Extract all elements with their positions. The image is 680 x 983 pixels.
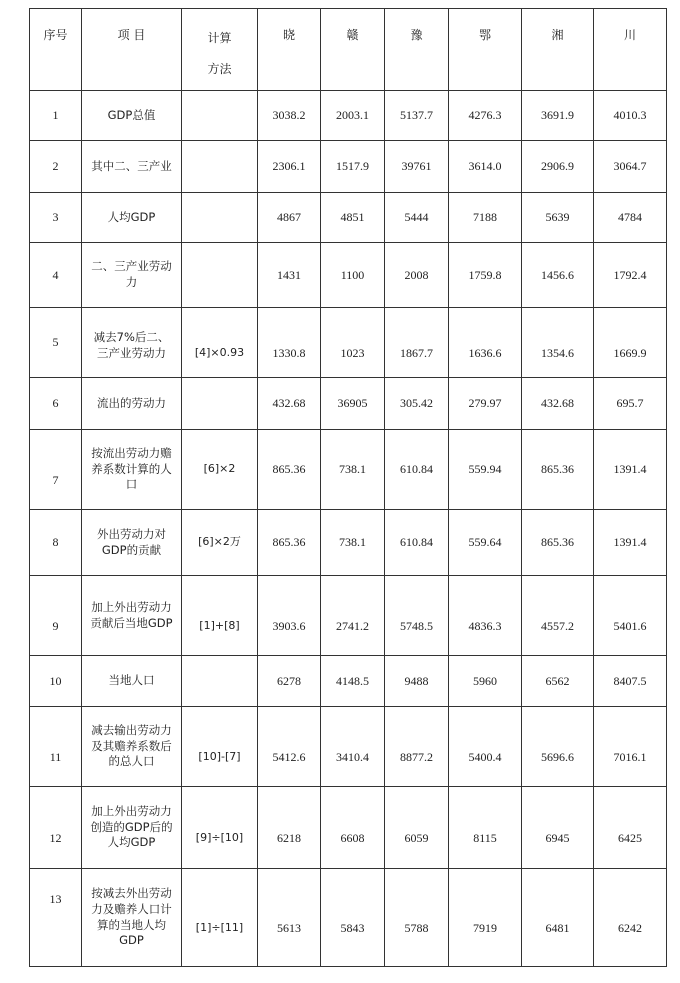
row-value: 5843 (321, 869, 385, 967)
row-value: 1354.6 (522, 308, 594, 378)
row-value: 3691.9 (522, 91, 594, 141)
row-item-line: 口 (125, 477, 138, 492)
table-row (30, 869, 667, 967)
row-item (82, 576, 182, 656)
row-value: 8407.5 (594, 656, 667, 707)
row-value: 2906.9 (522, 141, 594, 193)
row-value: 4148.5 (321, 656, 385, 707)
row-item (82, 787, 182, 869)
row-value: 4784 (594, 193, 667, 243)
row-item-line: 三产业劳动力 (97, 345, 166, 360)
row-value: 1867.7 (385, 308, 449, 378)
row-method (182, 193, 258, 243)
row-value: 738.1 (321, 430, 385, 510)
row-value: 695.7 (594, 378, 667, 430)
row-seq: 8 (30, 510, 82, 576)
row-value: 610.84 (385, 510, 449, 576)
row-value: 5137.7 (385, 91, 449, 141)
row-value: 8877.2 (385, 707, 449, 787)
row-value: 2003.1 (321, 91, 385, 141)
row-value: 6425 (594, 787, 667, 869)
header-province-gan: 赣 (321, 9, 385, 91)
row-value: 4867 (258, 193, 321, 243)
row-value: 4557.2 (522, 576, 594, 656)
row-value: 5788 (385, 869, 449, 967)
row-item-line: GDP总值 (107, 107, 156, 122)
row-item-line: 力及赡养人口计 (91, 901, 172, 916)
row-value: 610.84 (385, 430, 449, 510)
row-seq: 6 (30, 378, 82, 430)
row-value: 4836.3 (449, 576, 522, 656)
table-row (30, 308, 667, 378)
row-method: [6]×2 (182, 430, 258, 510)
row-item (82, 707, 182, 787)
row-value: 1023 (321, 308, 385, 378)
row-value: 5696.6 (522, 707, 594, 787)
row-value: 5401.6 (594, 576, 667, 656)
row-value: 5444 (385, 193, 449, 243)
table-row (30, 576, 667, 656)
row-value: 5960 (449, 656, 522, 707)
row-value: 6218 (258, 787, 321, 869)
table-row (30, 510, 667, 576)
row-value: 5400.4 (449, 707, 522, 787)
row-value: 1456.6 (522, 243, 594, 308)
row-method (182, 656, 258, 707)
row-item-line: 流出的劳动力 (97, 395, 166, 410)
row-value: 865.36 (522, 510, 594, 576)
row-method: [6]×2万 (182, 510, 258, 576)
row-item (82, 243, 182, 308)
header-row (30, 9, 667, 91)
row-value: 3903.6 (258, 576, 321, 656)
row-seq: 11 (30, 707, 82, 787)
row-value: 6481 (522, 869, 594, 967)
row-value: 2008 (385, 243, 449, 308)
row-item-line: 人均GDP (107, 209, 156, 224)
header-method-line-2: 方法 (207, 62, 232, 77)
header-province-wan: 晓 (258, 9, 321, 91)
row-value: 432.68 (522, 378, 594, 430)
row-seq: 4 (30, 243, 82, 308)
row-value: 4276.3 (449, 91, 522, 141)
row-value: 305.42 (385, 378, 449, 430)
row-item (82, 308, 182, 378)
row-item-line: 力 (125, 275, 138, 289)
row-seq: 10 (30, 656, 82, 707)
row-value: 1391.4 (594, 430, 667, 510)
table-row (30, 193, 667, 243)
row-item-line: 外出劳动力对 (97, 526, 166, 541)
table-row (30, 141, 667, 193)
row-value: 5748.5 (385, 576, 449, 656)
row-item-line: 贡献后当地GDP (90, 615, 173, 630)
row-seq: 7 (30, 430, 82, 510)
row-value: 1517.9 (321, 141, 385, 193)
row-method: [9]÷[10] (182, 787, 258, 869)
row-seq: 9 (30, 576, 82, 656)
header-province-e: 鄂 (449, 9, 522, 91)
table-row (30, 707, 667, 787)
row-seq: 1 (30, 91, 82, 141)
row-value: 1759.8 (449, 243, 522, 308)
table-row (30, 378, 667, 430)
header-method (182, 9, 258, 91)
row-item (82, 869, 182, 967)
row-method: [10]-[7] (182, 707, 258, 787)
table-row (30, 91, 667, 141)
row-item-line: GDP的贡献 (101, 542, 162, 557)
row-value: 1792.4 (594, 243, 667, 308)
row-method: [4]×0.93 (182, 308, 258, 378)
table-body (30, 91, 667, 967)
row-value: 1636.6 (449, 308, 522, 378)
row-value: 7188 (449, 193, 522, 243)
row-value: 2306.1 (258, 141, 321, 193)
table-row (30, 787, 667, 869)
row-value: 36905 (321, 378, 385, 430)
row-item-line: 及其赡养系数后 (91, 738, 172, 753)
row-value: 7016.1 (594, 707, 667, 787)
row-value: 5412.6 (258, 707, 321, 787)
row-value: 3064.7 (594, 141, 667, 193)
row-value: 559.94 (449, 430, 522, 510)
header-province-yu: 豫 (385, 9, 449, 91)
row-item-line: 减去7%后二、 (93, 330, 170, 344)
row-item-line: GDP (119, 933, 144, 948)
row-value: 1100 (321, 243, 385, 308)
row-value: 6278 (258, 656, 321, 707)
row-item (82, 193, 182, 243)
row-value: 738.1 (321, 510, 385, 576)
row-value: 6945 (522, 787, 594, 869)
row-value: 3038.2 (258, 91, 321, 141)
row-value: 559.64 (449, 510, 522, 576)
table-row (30, 656, 667, 707)
row-item-line: 其中二、三产业 (91, 158, 172, 173)
row-value: 4851 (321, 193, 385, 243)
row-value: 39761 (385, 141, 449, 193)
header-province-xiang: 湘 (522, 9, 594, 91)
row-item-line: 二、三产业劳动 (91, 259, 172, 274)
row-value: 1431 (258, 243, 321, 308)
header-method-line-1: 计算 (207, 31, 232, 45)
row-value: 8115 (449, 787, 522, 869)
row-value: 2741.2 (321, 576, 385, 656)
row-value: 1669.9 (594, 308, 667, 378)
row-value: 865.36 (258, 510, 321, 576)
row-item (82, 91, 182, 141)
row-seq: 2 (30, 141, 82, 193)
row-item-line: 加上外出劳动力 (91, 804, 172, 819)
row-value: 6059 (385, 787, 449, 869)
row-value: 865.36 (258, 430, 321, 510)
row-seq: 5 (30, 308, 82, 378)
header-item: 项 目 (82, 9, 182, 91)
row-item (82, 510, 182, 576)
row-value: 279.97 (449, 378, 522, 430)
row-item-line: 创造的GDP后的 (90, 819, 173, 834)
row-method: [1]÷[11] (182, 869, 258, 967)
row-method (182, 91, 258, 141)
row-item-line: 按流出劳动力赡 (91, 446, 172, 461)
header-province-chuan: 川 (594, 9, 667, 91)
row-item (82, 378, 182, 430)
row-item-line: 按减去外出劳动 (91, 886, 172, 901)
row-method (182, 141, 258, 193)
row-value: 5639 (522, 193, 594, 243)
row-value: 3410.4 (321, 707, 385, 787)
row-method: [1]+[8] (182, 576, 258, 656)
row-method (182, 243, 258, 308)
row-value: 9488 (385, 656, 449, 707)
row-item-line: 人均GDP (107, 835, 156, 850)
row-method (182, 378, 258, 430)
row-item (82, 141, 182, 193)
row-value: 865.36 (522, 430, 594, 510)
header-seq: 序号 (30, 9, 82, 91)
row-value: 6242 (594, 869, 667, 967)
row-item (82, 656, 182, 707)
row-item-line: 减去输出劳动力 (91, 723, 172, 738)
row-item-line: 的总人口 (108, 754, 155, 769)
row-value: 3614.0 (449, 141, 522, 193)
row-value: 6608 (321, 787, 385, 869)
table-row (30, 430, 667, 510)
row-seq: 12 (30, 787, 82, 869)
row-value: 1330.8 (258, 308, 321, 378)
row-item-line: 算的当地人均 (97, 917, 166, 932)
row-item (82, 430, 182, 510)
row-item-line: 当地人口 (108, 673, 155, 688)
row-item-line: 养系数计算的人 (91, 461, 172, 476)
row-value: 6562 (522, 656, 594, 707)
row-value: 432.68 (258, 378, 321, 430)
row-value: 5613 (258, 869, 321, 967)
row-seq: 13 (30, 869, 82, 967)
row-value: 1391.4 (594, 510, 667, 576)
row-seq: 3 (30, 193, 82, 243)
gdp-comparison-table (29, 8, 667, 967)
row-item-line: 加上外出劳动力 (91, 599, 172, 614)
row-value: 7919 (449, 869, 522, 967)
row-value: 4010.3 (594, 91, 667, 141)
table-row (30, 243, 667, 308)
